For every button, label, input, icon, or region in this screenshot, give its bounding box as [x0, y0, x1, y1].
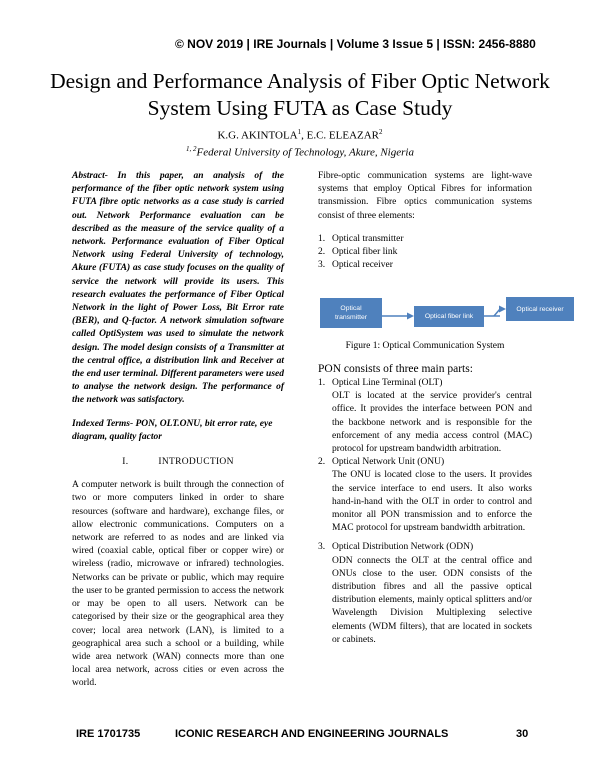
pon-item-number: 2. — [318, 457, 326, 468]
section-number: I. — [122, 457, 129, 468]
pon-item-body: The ONU is located close to the users. It provides the service interface to end users. It also works hand-in-hand with the OLT in order to control and monitor all PON transmission and to enforce the MAC protocol for upstream bandwidth arbitration. — [332, 470, 532, 534]
affiliation — [0, 145, 600, 159]
pon-item-number: 1. — [318, 378, 326, 388]
affiliation-text: Federal University of Technology, Akure, Nigeria — [196, 146, 414, 159]
author-2: E.C. ELEAZAR — [306, 129, 380, 142]
list-item — [318, 233, 532, 246]
pon-heading: PON consists of three main parts: — [318, 363, 473, 375]
index-terms: Indexed Terms- PON, OLT.ONU, bit error rate, eye diagram, quality factor — [72, 418, 273, 442]
footer-journal-name: ICONIC RESEARCH AND ENGINEERING JOURNALS — [175, 728, 449, 740]
author-2-sup: 2 — [379, 128, 383, 136]
pon-item-title: Optical Line Terminal (OLT) — [332, 378, 443, 388]
arrow-head-1 — [407, 313, 414, 320]
arrow-line-2b — [494, 309, 500, 316]
paper-title: Design and Performance Analysis of Fiber Optic Network System Using FUTA as Case Study — [50, 69, 550, 120]
fibre-intro-paragraph: Fibre-optic communication systems are light-wave systems that employ Optical Fibres for information transmission. Fibre optics communication systems consist of three elements: — [318, 171, 532, 221]
pon-item-title: Optical Distribution Network (ODN) — [332, 542, 474, 553]
author-1: K.G. AKINTOLA — [217, 129, 298, 142]
list-item-number: 3. — [318, 260, 326, 271]
pon-section — [318, 363, 532, 647]
section-title: INTRODUCTION — [158, 457, 234, 468]
optical-fiber-link-box: Optical fiber link — [414, 306, 484, 327]
pon-item-body: OLT is located at the service provider's central office. It provides the interface between PON and the backbone network and is responsible for the enforcement of any media access control (MAC) protocol for upstream bandwidth arbitration. — [332, 391, 532, 455]
optical-system-diagram — [318, 294, 580, 334]
section-heading-introduction — [72, 456, 284, 469]
pon-item-odn — [318, 541, 532, 647]
pon-item-olt — [318, 377, 532, 456]
affiliation-sup: 1, 2 — [186, 145, 197, 153]
right-column — [318, 170, 532, 272]
left-column — [72, 170, 284, 691]
author-1-sup: 1 — [297, 128, 302, 136]
pon-item-number: 3. — [318, 542, 326, 553]
optical-transmitter-box: Optical transmitter — [320, 298, 382, 328]
list-item — [318, 246, 532, 259]
author-list — [0, 128, 600, 142]
list-item-label: Optical transmitter — [332, 233, 404, 244]
list-item-label: Optical receiver — [332, 260, 393, 271]
footer-article-id: IRE 1701735 — [76, 728, 141, 740]
optical-receiver-box: Optical receiver — [506, 297, 574, 321]
list-item-number: 2. — [318, 247, 326, 258]
intro-paragraph: A computer network is built through the connection of two or more computers linked in order to share resources (software and hardware), exchange files, or allow electronic communications. Computers on a network are referred to as nodes and are linked via wired (coaxial cable, optical fiber or copper wire) or wireless (radio, microwave or infrared) technologies. Networks can be private or public, which may require the user to be granted permission to access the network or may be open to all users. Network can be categorised by their size or the geographical area they cover; local area network (LAN), is limited to a geographical area such a school or a building, while wide area network (WAN) connects more than one local area network, across cities or even across the world. — [72, 480, 284, 689]
journal-header-text: © NOV 2019 | IRE Journals | Volume 3 Issue 5 | ISSN: 2456-8880 — [175, 37, 536, 51]
elements-list — [318, 233, 532, 273]
pon-item-body: ODN connects the OLT at the central office and ONUs close to the user. ODN consists of the distribution fibres and all the passive optical distribution elements, mainly optical splitters and/or Wavelength Division Multiplexing selective elements (WDM filters), that are located in sockets or cabinets. — [332, 555, 532, 645]
footer-page-number: 30 — [516, 728, 529, 740]
pon-item-title: Optical Network Unit (ONU) — [332, 457, 445, 468]
list-item-label: Optical fiber link — [332, 247, 398, 258]
list-item-number: 1. — [318, 233, 326, 244]
list-item — [318, 259, 532, 272]
pon-item-onu — [318, 456, 532, 535]
figure-caption: Figure 1: Optical Communication System — [345, 341, 505, 351]
arrow-head-2 — [499, 306, 506, 313]
abstract: Abstract- In this paper, an analysis of the performance of the fiber optic network system using FUTA fibre optic networks as a case study is carried out. Network Performance evaluation can be described as the measure of the service quality of a network. Performance evaluation of Fiber Optical Network using Federal University of technology, Akure (FUTA) as case study focuses on the quality of service the network will provide its users. This research evaluates the performance of Fiber Optical Network in the light of Power Loss, Bit Error rate (BER), and Q-factor. A network simulation software called OptiSystem was used to simulate the network design. The model design consists of a Transmitter at the central office, a distribution link and Receiver at the end user terminal. Different parameters were used to analyse the network design. The performance of the network was satisfactory. — [72, 171, 284, 406]
author-separator: , — [301, 129, 307, 142]
